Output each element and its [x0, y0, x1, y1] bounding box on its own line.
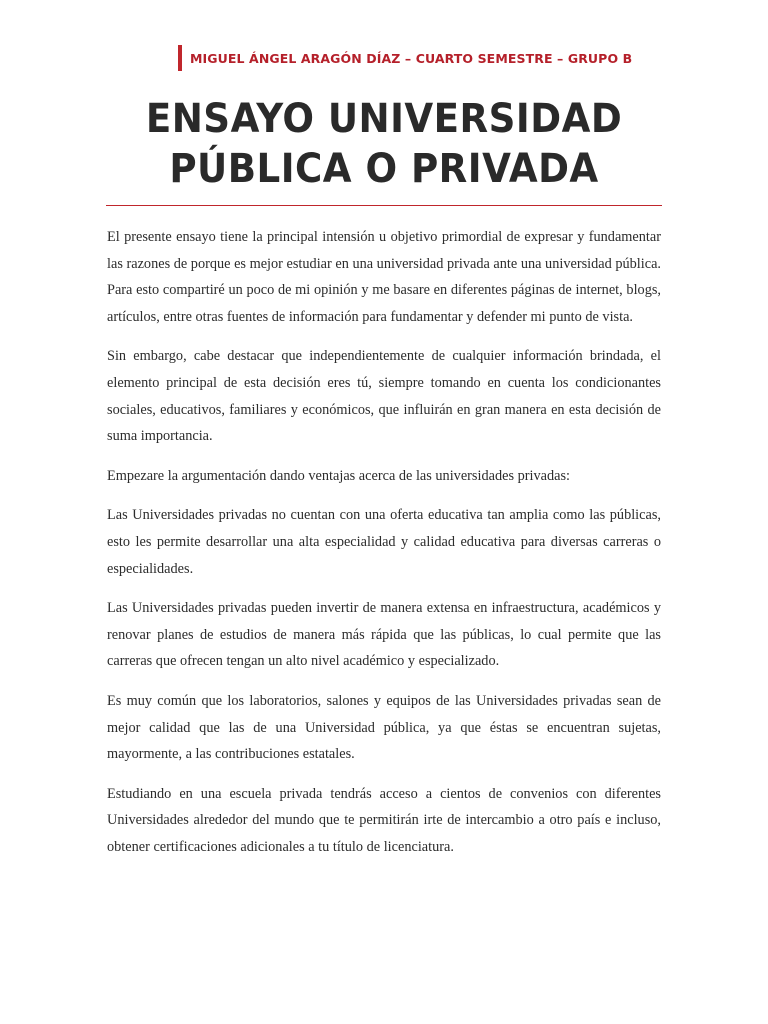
title-line-2: PÚBLICA O PRIVADA	[169, 146, 599, 192]
paragraph: Empezare la argumentación dando ventajas acerca de las universidades privadas:	[107, 467, 570, 484]
document-body	[107, 224, 661, 873]
paragraph: Sin embargo, cabe destacar que independientemente de cualquier información brindada, el elemento principal de esta decisión eres tú, siempre tomando en cuenta los condicionantes sociales, educativos, familiares y económicos, que influirán en gran manera en esta decisión de suma importancia.	[107, 348, 661, 445]
paragraph: Las Universidades privadas pueden invertir de manera extensa en infraestructura, académicos y renovar planes de estudios de manera más rápida que las públicas, lo cual permite que las carreras que ofrecen tengan un alto nivel académico y especializado.	[107, 600, 661, 670]
paragraph: El presente ensayo tiene la principal intensión u objetivo primordial de expresar y fundamentar las razones de porque es mejor estudiar en una universidad privada ante una universidad pública. Para esto compartiré un poco de mi opinión y me basare en diferentes páginas de internet, blogs, artículos, entre otras fuentes de información para fundamentar y defender mi punto de vista.	[107, 229, 661, 325]
paragraph: Las Universidades privadas no cuentan con una oferta educativa tan amplia como las públicas, esto les permite desarrollar una alta especialidad y calidad educativa para diversas carreras o especialidades.	[107, 507, 661, 577]
title-line-1: ENSAYO UNIVERSIDAD	[145, 96, 623, 142]
document-title	[125, 94, 642, 194]
paragraph: Es muy común que los laboratorios, salones y equipos de las Universidades privadas sean de mejor calidad que las de una Universidad pública, ya que éstas se encuentran sujetas, mayormente, a las contribuciones estatales.	[107, 692, 661, 763]
title-divider	[106, 205, 662, 206]
header-accent-bar	[178, 45, 182, 71]
paragraph: Estudiando en una escuela privada tendrás acceso a cientos de convenios con diferentes Universidades alrededor del mundo que te permitirán irte de intercambio a otro país e incluso, obtener certificaciones adicionales a tu título de licenciatura.	[107, 785, 661, 855]
header-author-line: MIGUEL ÁNGEL ARAGÓN DÍAZ – CUARTO SEMESTRE – GRUPO B	[190, 50, 633, 66]
document-header	[178, 45, 632, 71]
